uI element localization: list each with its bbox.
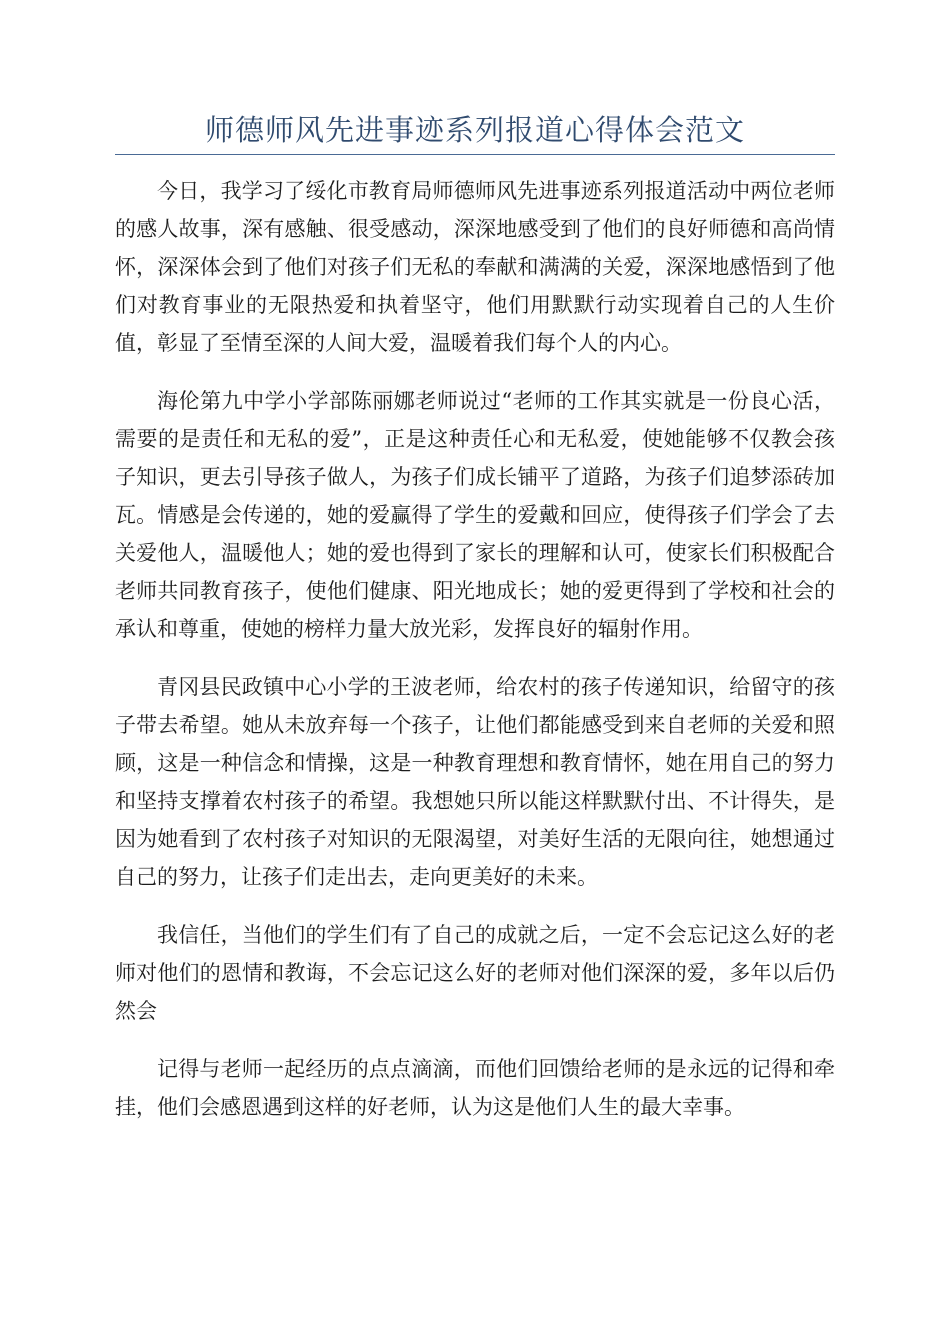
paragraph-5: 记得与老师一起经历的点点滴滴，而他们回馈给老师的是永远的记得和牵挂，他们会感恩遇到这样的好老师，认为这是他们人生的最大幸事。 (115, 1057, 835, 1119)
paragraph-1: 今日，我学习了绥化市教育局师德师风先进事迹系列报道活动中两位老师的感人故事，深有感触、很受感动，深深地感受到了他们的良好师德和高尚情怀，深深体会到了他们对孩子们无私的奉献和满满的关爱，深深地感悟到了他们对教育事业的无限热爱和执着坚守，他们用默默行动实现着自己的人生价值，彰显了至情至深的人间大爱，温暖着我们每个人的内心。 (115, 179, 835, 355)
paragraph-3: 青冈县民政镇中心小学的王波老师，给农村的孩子传递知识，给留守的孩子带去希望。她从未放弃每一个孩子，让他们都能感受到来自老师的关爱和照顾，这是一种信念和情操，这是一种教育理想和教育情怀，她在用自己的努力和坚持支撑着农村孩子的希望。我想她只所以能这样默默付出、不计得失，是因为她看到了农村孩子对知识的无限渴望，对美好生活的无限向往，她想通过自己的努力，让孩子们走出去，走向更美好的未来。 (115, 675, 835, 889)
paragraph-4: 我信任，当他们的学生们有了自己的成就之后，一定不会忘记这么好的老师对他们的恩情和教诲，不会忘记这么好的老师对他们深深的爱，多年以后仍然会 (115, 923, 835, 1023)
paragraph-2: 海伦第九中学小学部陈丽娜老师说过“老师的工作其实就是一份良心活，需要的是责任和无私的爱”，正是这种责任心和无私爱，使她能够不仅教会孩子知识，更去引导孩子做人，为孩子们成长铺平了道路，为孩子们追梦添砖加瓦。情感是会传递的，她的爱赢得了学生的爱戴和回应，使得孩子们学会了去关爱他人，温暖他人；她的爱也得到了家长的理解和认可，使家长们积极配合老师共同教育孩子，使他们健康、阳光地成长；她的爱更得到了学校和社会的承认和尊重，使她的榜样力量大放光彩，发挥良好的辐射作用。 (115, 389, 835, 641)
document-title: 师德师风先进事迹系列报道心得体会范文 (204, 113, 745, 147)
title-underline (115, 154, 835, 155)
document-body (115, 172, 835, 1146)
